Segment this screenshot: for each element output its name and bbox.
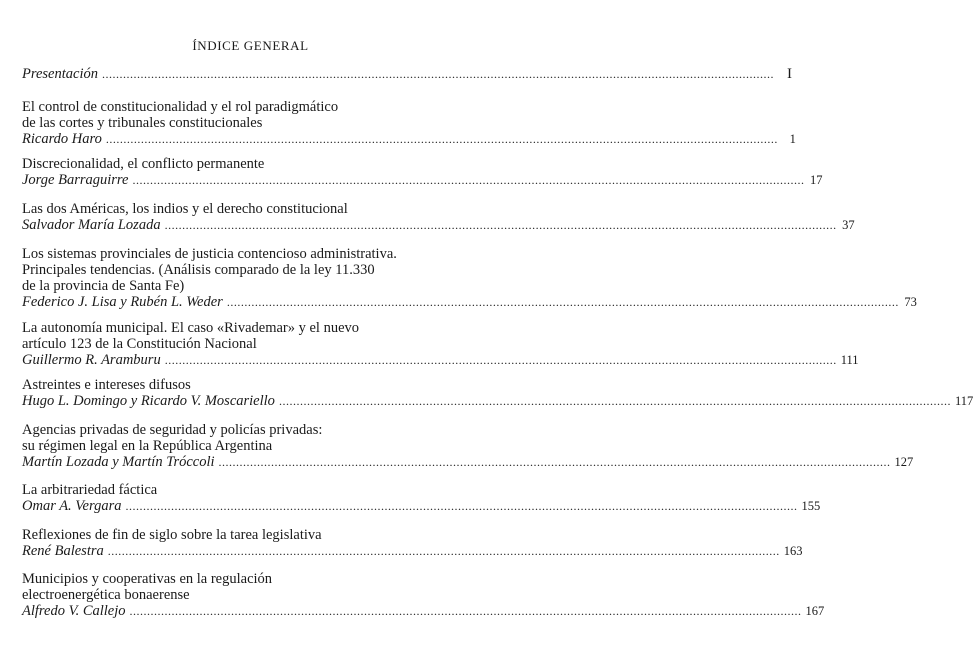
toc-entry-page: 37: [842, 218, 855, 232]
toc-entry[interactable]: [22, 201, 855, 233]
dot-leader: ................................................................................................................................................................................................: [164, 218, 837, 232]
toc-entry-author: Salvador María Lozada: [22, 217, 161, 233]
toc-entry-author: Hugo L. Domingo y Ricardo V. Moscariello: [22, 393, 275, 409]
toc-entry[interactable]: [22, 66, 792, 82]
toc-entry-page: 73: [904, 295, 917, 309]
toc-entry-author: Omar A. Vergara: [22, 498, 122, 514]
toc-entry-author-row: [22, 498, 821, 514]
toc-entry-author-row: [22, 543, 803, 559]
dot-leader: ................................................................................................................................................................................................: [105, 132, 778, 146]
toc-entry-page: 155: [801, 499, 821, 513]
dot-leader: ................................................................................................................................................................................................: [101, 67, 774, 81]
toc-entry[interactable]: [22, 527, 803, 559]
toc-entry-page: 111: [840, 353, 859, 367]
toc-entry-page: 163: [783, 544, 803, 558]
toc-entry[interactable]: [22, 156, 823, 188]
toc-entry-page: 127: [894, 455, 914, 469]
toc-entry-author-row: [22, 352, 859, 368]
toc-entry-author-row: [22, 294, 917, 310]
toc-entry-author-row: [22, 393, 973, 409]
toc-entry[interactable]: [22, 377, 973, 409]
toc-entry-author: René Balestra: [22, 543, 104, 559]
dot-leader: ................................................................................................................................................................................................: [125, 499, 798, 513]
toc-entry[interactable]: [22, 482, 821, 514]
page-heading: ÍNDICE GENERAL: [192, 38, 309, 53]
toc-entry[interactable]: [22, 320, 859, 368]
toc-entry[interactable]: [22, 246, 917, 310]
dot-leader: ................................................................................................................................................................................................: [218, 455, 891, 469]
toc-entry-title-line: de las cortes y tribunales constitucionales: [22, 115, 263, 131]
toc-entry-author: Guillermo R. Aramburu: [22, 352, 161, 368]
toc-entry-author: Ricardo Haro: [22, 131, 102, 147]
toc-entry-title-line: Las dos Américas, los indios y el derecho constitucional: [22, 201, 348, 217]
toc-entry-title-line: La autonomía municipal. El caso «Rivademar» y el nuevo: [22, 320, 360, 336]
toc-entry[interactable]: [22, 99, 796, 147]
toc-entry-title-line: Municipios y cooperativas en la regulación: [22, 571, 273, 587]
toc-entry-title-line: Principales tendencias. (Análisis comparado de la ley 11.330: [22, 262, 375, 278]
toc-entry[interactable]: [22, 571, 825, 619]
toc-entry-author-row: [22, 131, 796, 147]
toc-entry-title-line: artículo 123 de la Constitución Nacional: [22, 336, 257, 352]
toc-entry-author-row: [22, 454, 914, 470]
toc-entry-page: I: [786, 66, 792, 82]
toc-entry-title-line: La arbitrariedad fáctica: [22, 482, 158, 498]
toc-entry-title-line: Astreintes e intereses difusos: [22, 377, 191, 393]
toc-entry-author: Federico J. Lisa y Rubén L. Weder: [22, 294, 223, 310]
toc-entry-title-line: Los sistemas provinciales de justicia contencioso administrativa.: [22, 246, 397, 262]
toc-entry-title-line: electroenergética bonaerense: [22, 587, 190, 603]
toc-entry-author-row: [22, 217, 855, 233]
dot-leader: ................................................................................................................................................................................................: [107, 544, 780, 558]
toc-entry-title-line: su régimen legal en la República Argentina: [22, 438, 273, 454]
toc-entry-title-line: El control de constitucionalidad y el rol paradigmático: [22, 99, 339, 115]
toc-entry-author: Alfredo V. Callejo: [22, 603, 126, 619]
dot-leader: ................................................................................................................................................................................................: [164, 353, 837, 367]
toc-entry-author: Jorge Barraguirre: [22, 172, 129, 188]
dot-leader: ................................................................................................................................................................................................: [129, 604, 802, 618]
toc-entry-title-line: Reflexiones de fin de siglo sobre la tarea legislativa: [22, 527, 322, 543]
toc-entry-title-line: Agencias privadas de seguridad y policías privadas:: [22, 422, 323, 438]
toc-entry-page: 167: [805, 604, 825, 618]
toc-entry[interactable]: [22, 422, 914, 470]
dot-leader: ................................................................................................................................................................................................: [226, 295, 899, 309]
toc-entry-author-row: [22, 603, 825, 619]
toc-entry-author: Presentación: [22, 66, 98, 82]
dot-leader: ................................................................................................................................................................................................: [132, 173, 805, 187]
toc-entry-author: Martín Lozada y Martín Tróccoli: [22, 454, 215, 470]
toc-entry-page: 17: [809, 173, 823, 187]
toc-entry-author-row: [22, 66, 792, 82]
toc-entry-title-line: Discrecionalidad, el conflicto permanente: [22, 156, 265, 172]
toc-entry-page: 1: [789, 132, 796, 146]
toc-entry-page: 117: [954, 394, 973, 408]
dot-leader: ................................................................................................................................................................................................: [278, 394, 951, 408]
toc-entry-author-row: [22, 172, 823, 188]
toc-entry-title-line: de la provincia de Santa Fe): [22, 278, 185, 294]
